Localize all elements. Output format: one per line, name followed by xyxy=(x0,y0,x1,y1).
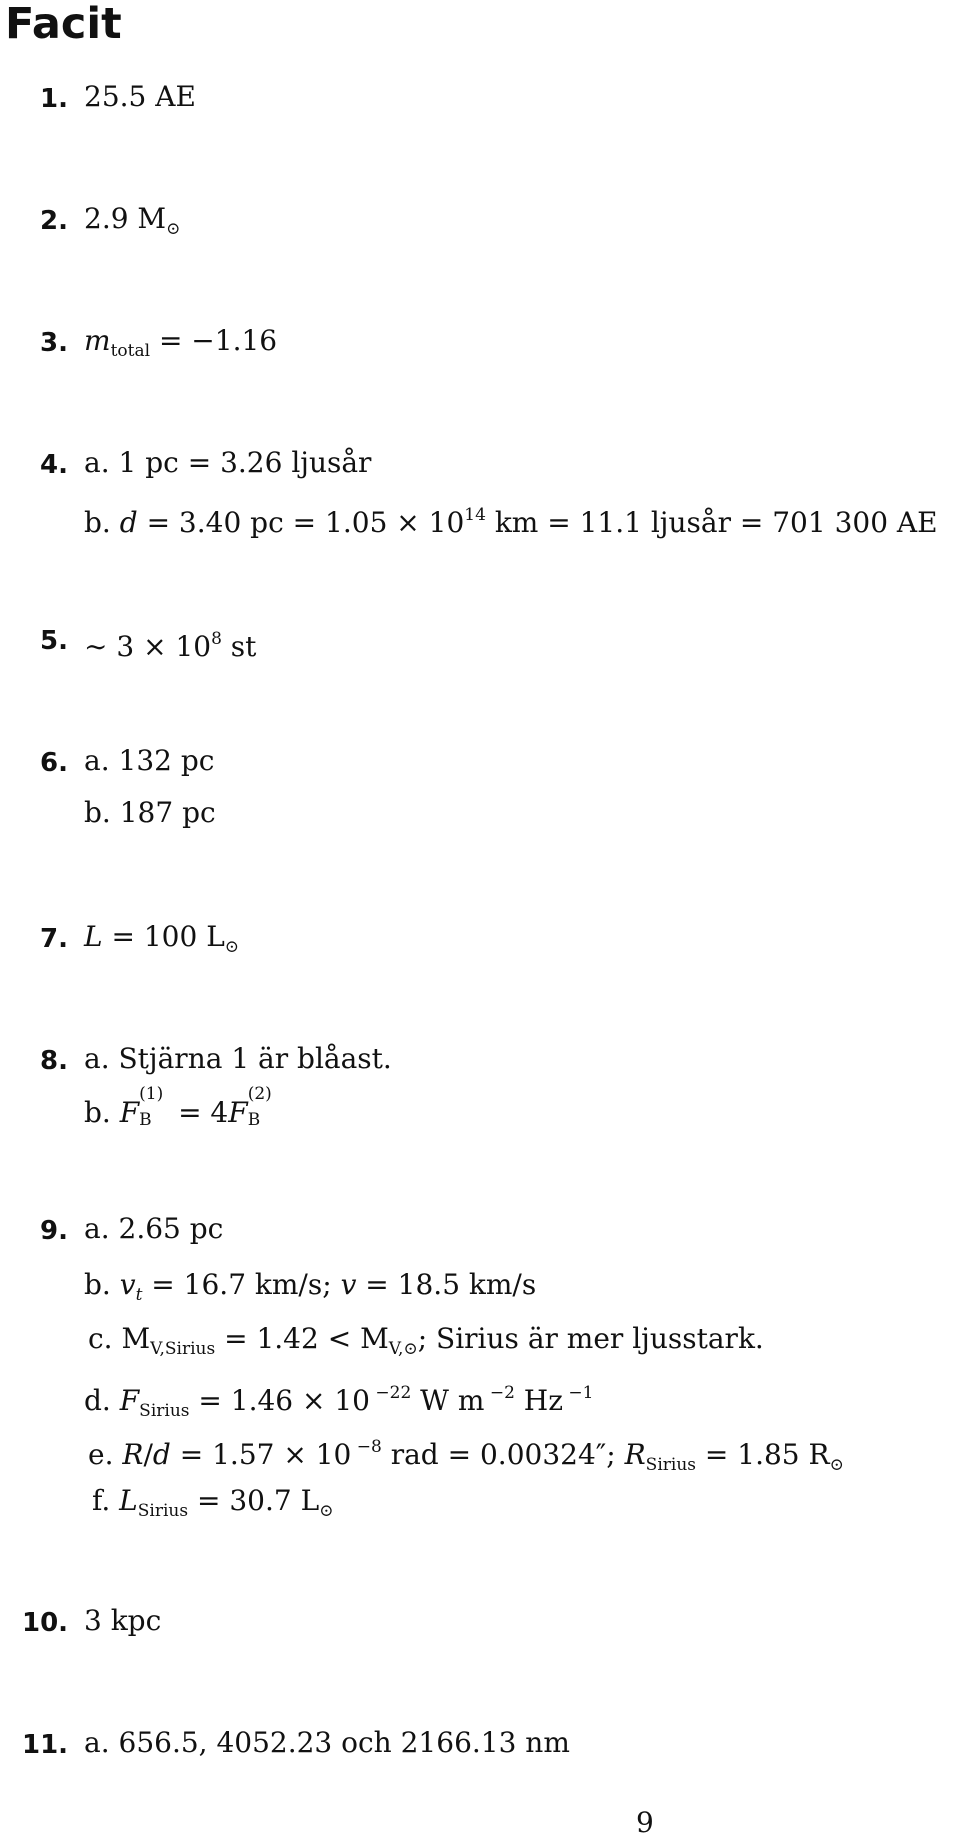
sub-answer-b: b. 187 pc xyxy=(84,796,216,829)
sub-answer-a: a. 1 pc = 3.26 ljusår xyxy=(84,446,372,479)
answer-number: 3. xyxy=(40,328,68,358)
answer-text: ∼ $3 \times 10^8$ st xyxy=(84,629,257,663)
answer-number: 8. xyxy=(40,1046,68,1076)
sub-answer-a: a. 2.65 pc xyxy=(84,1212,224,1245)
page-number: 9 xyxy=(636,1806,654,1839)
sub-answer-d: d. $F_{Sirius} = 1.46 \times 10$ $^{-22}$ W m $^{-2}$ Hz $^{-1}$ xyxy=(84,1383,594,1421)
sub-answer-b: b. d = 3.40 pc = $1.05 \times 10^{14}$ km = 11.1 ljusår = 701 300 AE xyxy=(84,505,938,539)
answer-number: 5. xyxy=(40,626,68,656)
answer-number: 6. xyxy=(40,748,68,778)
answer-number: 4. xyxy=(40,450,68,480)
sub-answer-a: a. 656.5, 4052.23 och 2166.13 nm xyxy=(84,1726,570,1759)
answer-text: 2.9 $M_⊙$ xyxy=(84,202,181,239)
sun-symbol: ⊙ xyxy=(829,1455,844,1475)
sun-symbol: ⊙ xyxy=(224,937,240,957)
answer-number: 11. xyxy=(22,1730,69,1760)
answer-number: 2. xyxy=(40,206,68,236)
sub-answer-e: e. R/d = 1.57 × 10 $^{-8}$ rad = 0.00324″; $R_{Sirius} = 1.85$ $R_⊙$ xyxy=(88,1437,844,1475)
answer-text: 25.5 AE xyxy=(84,80,196,113)
page-title: Facit xyxy=(5,0,122,49)
sun-symbol: ⊙ xyxy=(166,219,181,239)
sub-answer-a: a. 132 pc xyxy=(84,744,215,777)
answer-number: 7. xyxy=(40,924,68,954)
answer-number: 10. xyxy=(22,1608,69,1638)
sub-answer-b: b. $v_t = 16.7$ km/s; v = 18.5 km/s xyxy=(84,1268,537,1305)
sub-answer-a: a. Stjärna 1 är blåast. xyxy=(84,1042,392,1075)
sun-symbol: ⊙ xyxy=(319,1501,334,1521)
answer-text: L = 100 $L_⊙$ xyxy=(84,920,240,957)
answer-number: 9. xyxy=(40,1216,68,1246)
answer-text: $m_{total} = -1.16$ xyxy=(84,324,278,361)
answer-text: 3 kpc xyxy=(84,1604,162,1637)
sub-answer-f: f. $L_{Sirius} = 30.7$ $L_⊙$ xyxy=(92,1484,334,1521)
sub-answer-b: b. F (1) B = 4F (2) B xyxy=(84,1084,272,1130)
answer-number: 1. xyxy=(40,84,68,114)
sub-answer-c: c. $M_{V,Sirius} = 1.42 < M_{V,⊙}$; Sirius är mer ljusstark. xyxy=(88,1322,764,1359)
